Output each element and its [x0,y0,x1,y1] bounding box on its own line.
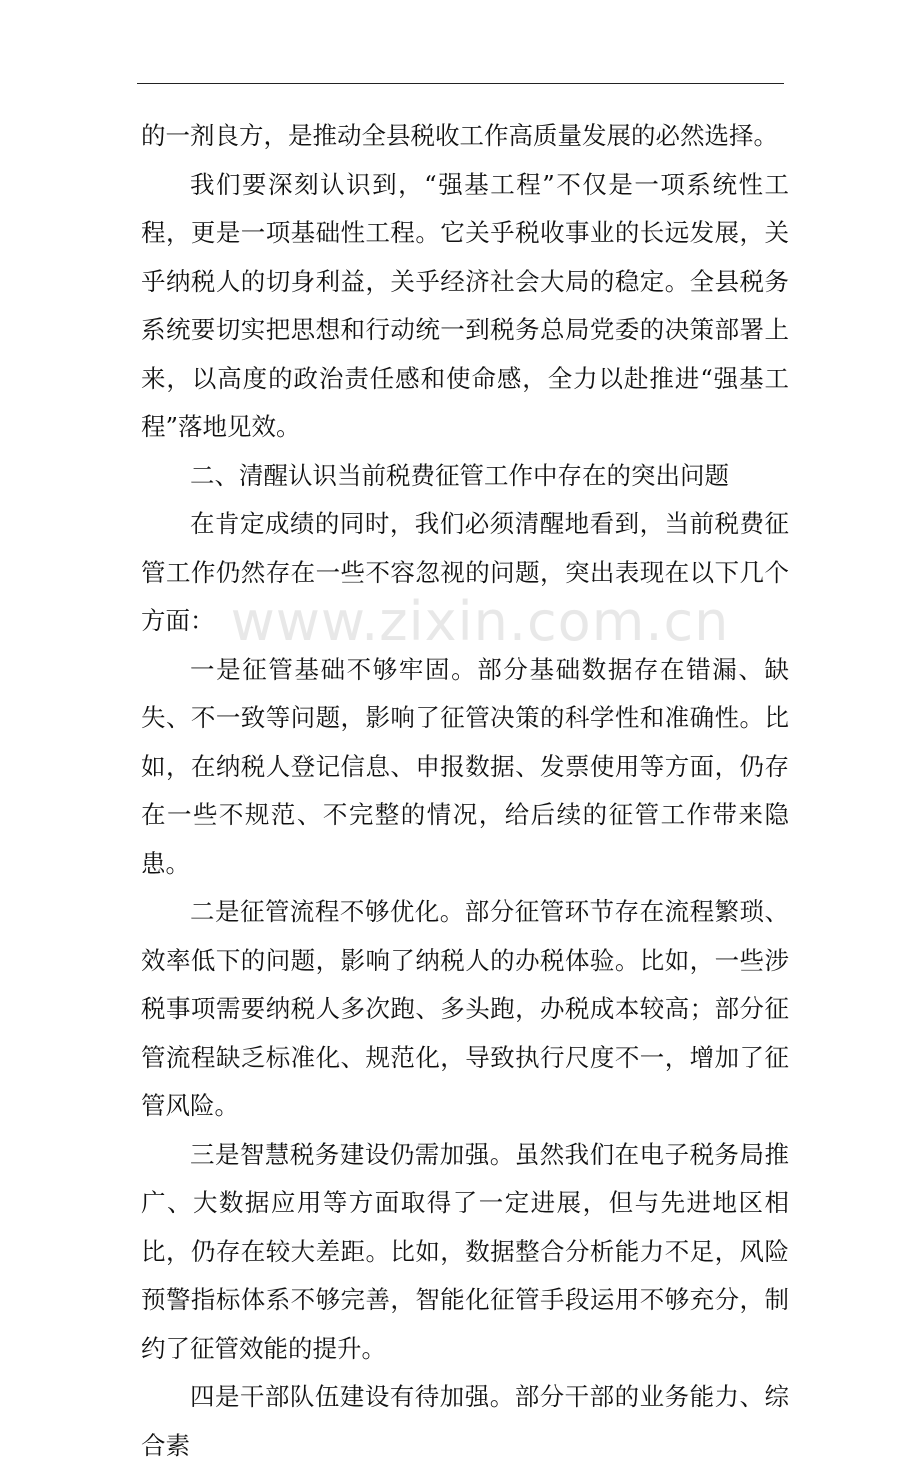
header-rule [137,83,784,84]
paragraph: 一是征管基础不够牢固。部分基础数据存在错漏、缺失、不一致等问题，影响了征管决策的科学性和准确性。比如，在纳税人登记信息、申报数据、发票使用等方面，仍存在一些不规范、不完整的情况，给后续的征管工作带来隐患。 [141,654,789,878]
paragraph: 四是干部队伍建设有待加强。部分干部的业务能力、综合素 [141,1382,789,1460]
paragraph: 在肯定成绩的同时，我们必须清醒地看到，当前税费征管工作仍然存在一些不容忽视的问题，突出表现在以下几个方面： [141,509,789,635]
document-body [141,112,789,1470]
paragraph: 二是征管流程不够优化。部分征管环节存在流程繁琐、效率低下的问题，影响了纳税人的办税体验。比如，一些涉税事项需要纳税人多次跑、多头跑，办税成本较高；部分征管流程缺乏标准化、规范化，导致执行尺度不一，增加了征管风险。 [141,897,789,1120]
paragraph: 我们要深刻认识到，“强基工程”不仅是一项系统性工程，更是一项基础性工程。它关乎税收事业的长远发展，关乎纳税人的切身利益，关乎经济社会大局的稳定。全县税务系统要切实把思想和行动统一到税务总局党委的决策部署上来，以高度的政治责任感和使命感，全力以赴推进“强基工程”落地见效。 [141,169,789,441]
section-heading: 二、清醒认识当前税费征管工作中存在的突出问题 [190,460,729,490]
paragraph-continuation: 的一剂良方，是推动全县税收工作高质量发展的必然选择。 [141,121,778,150]
watermark-text: www.zixin.com.cn [230,590,730,653]
paragraph: 三是智慧税务建设仍需加强。虽然我们在电子税务局推广、大数据应用等方面取得了一定进展，但与先进地区相比，仍存在较大差距。比如，数据整合分析能力不足，风险预警指标体系不够完善，智能化征管手段运用不够充分，制约了征管效能的提升。 [141,1139,789,1363]
